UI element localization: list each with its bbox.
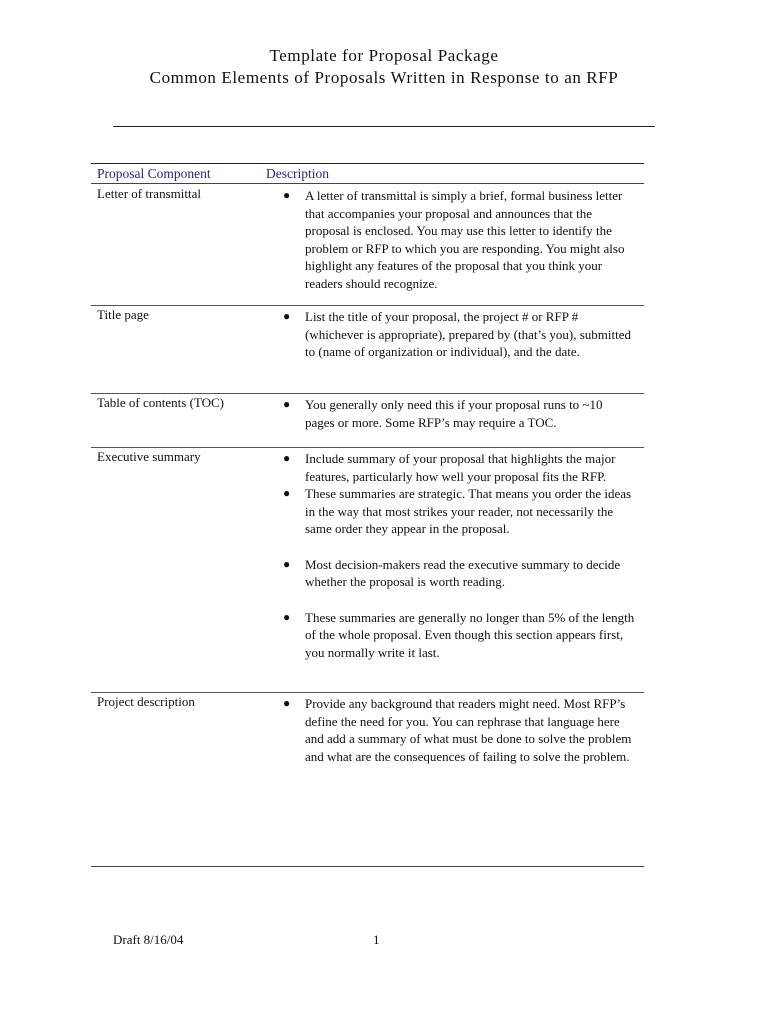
list-item: ● List the title of your proposal, the project # or RFP # (whichever is appropriate), prepared by (that’s you), submitted to (name of organization or individual), and the date. bbox=[283, 309, 631, 359]
description-project-description bbox=[283, 695, 635, 765]
description-table-of-contents bbox=[283, 396, 635, 431]
component-project-description: Project description bbox=[97, 694, 195, 709]
row-divider bbox=[91, 305, 644, 306]
bullet-icon: ● bbox=[283, 188, 291, 202]
table-header-rule bbox=[91, 183, 644, 184]
description-executive-summary bbox=[283, 450, 635, 661]
list-item: ● These summaries are strategic. That means you order the ideas in the way that most strikes your reader, not necessarily the same order they appear in the proposal. bbox=[283, 486, 632, 536]
list-item: ● A letter of transmittal is simply a brief, formal business letter that accompanies your proposal and announces that the proposal is enclosed. You may use this letter to identify the problem or RFP to which you are responding. You might also highlight any features of the proposal that you think your readers should recognize. bbox=[283, 188, 625, 291]
title-divider bbox=[113, 126, 655, 127]
component-title-page: Title page bbox=[97, 307, 149, 322]
page-number: 1 bbox=[373, 932, 380, 947]
list-item: ● These summaries are generally no longer than 5% of the length of the whole proposal. Even though this section appears first, you normally write it last. bbox=[283, 609, 635, 660]
bullet-icon: ● bbox=[283, 397, 291, 411]
table-bottom-rule bbox=[91, 866, 644, 867]
table-top-rule bbox=[91, 163, 644, 164]
description-title-page bbox=[283, 308, 635, 361]
bullet-icon: ● bbox=[283, 696, 291, 710]
bullet-icon: ● bbox=[283, 309, 291, 323]
bullet-icon: ● bbox=[283, 451, 291, 465]
column-header-description: Description bbox=[266, 166, 329, 181]
list-item: ● Provide any background that readers might need. Most RFP’s define the need for you. You can rephrase that language here and add a summary of what must be done to solve the problem and what are the consequences of failing to solve the problem. bbox=[283, 696, 632, 764]
document-title: Template for Proposal Package bbox=[269, 46, 499, 65]
bullet-icon: ● bbox=[283, 609, 291, 624]
list-item: ● You generally only need this if your proposal runs to ~10 pages or more. Some RFP’s may require a TOC. bbox=[283, 397, 603, 430]
bullet-icon: ● bbox=[283, 486, 291, 500]
component-letter-of-transmittal: Letter of transmittal bbox=[97, 186, 201, 201]
document-subtitle: Common Elements of Proposals Written in Response to an RFP bbox=[149, 68, 619, 87]
list-item: ● Include summary of your proposal that highlights the major features, particularly how well your proposal fits the RFP. bbox=[283, 451, 616, 484]
column-header-component: Proposal Component bbox=[97, 166, 211, 181]
draft-date: Draft 8/16/04 bbox=[113, 932, 184, 947]
list-item: ● Most decision-makers read the executive summary to decide whether the proposal is worth reading. bbox=[283, 556, 621, 589]
bullet-icon: ● bbox=[283, 556, 291, 571]
component-table-of-contents: Table of contents (TOC) bbox=[97, 395, 225, 410]
component-executive-summary: Executive summary bbox=[97, 449, 201, 464]
description-letter-of-transmittal bbox=[283, 187, 635, 292]
